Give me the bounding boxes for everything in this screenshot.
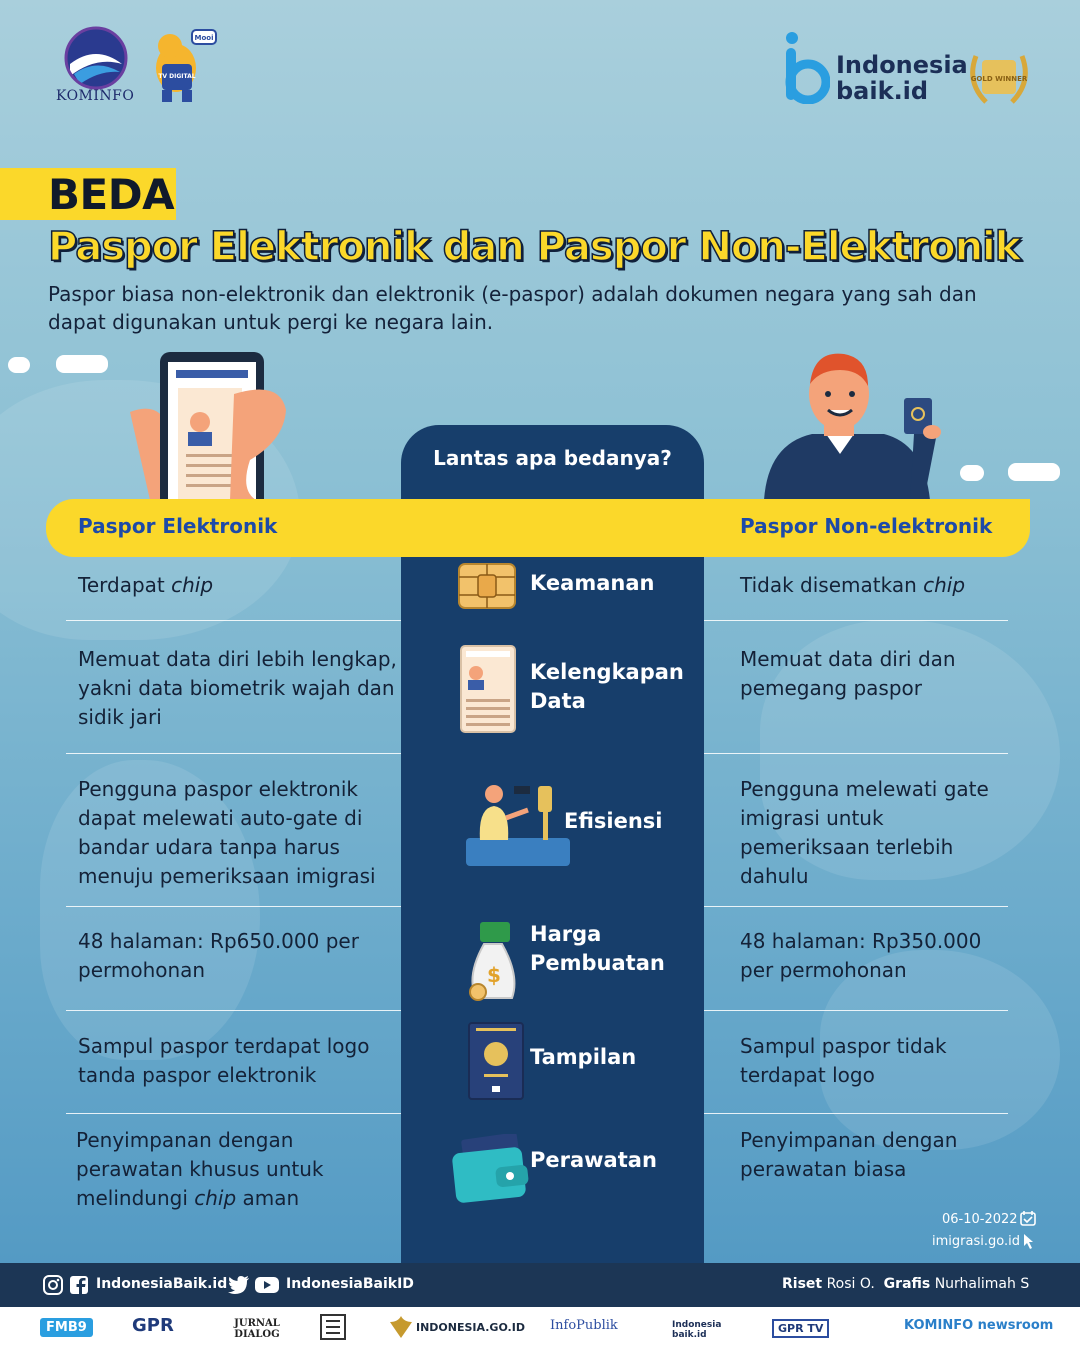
- row-divider: [66, 1010, 401, 1011]
- row-label: Kelengkapan Data: [530, 660, 684, 713]
- dash-decoration: [8, 357, 30, 373]
- row-divider: [66, 620, 401, 621]
- mascot-icon: [146, 24, 218, 106]
- row-label: Tampilan: [530, 1045, 637, 1069]
- money-bag-icon: [466, 920, 520, 1002]
- partner-logo-icon: [320, 1314, 346, 1340]
- kominfo-label: KOMINFO: [56, 88, 135, 104]
- dash-decoration: [1008, 463, 1060, 481]
- table-row-left: Sampul paspor terdapat logo tanda paspor elektronik: [78, 1034, 370, 1087]
- table-row-right: Pengguna melewati gate imigrasi untuk pemeriksaan terlebih dahulu: [740, 777, 989, 888]
- row-label: Efisiensi: [564, 809, 663, 833]
- dash-decoration: [56, 355, 108, 373]
- page-subtitle: Paspor biasa non-elektronik dan elektronik (e-paspor) adalah dokumen negara yang sah dan dapat digunakan untuk pergi ke negara lain.: [48, 282, 977, 334]
- facebook-icon[interactable]: [68, 1274, 90, 1296]
- award-label: GOLD WINNER: [970, 75, 1028, 83]
- partner-logo: JURNAL DIALOG: [234, 1318, 280, 1340]
- table-row-right: 48 halaman: Rp350.000 per permohonan: [740, 929, 982, 982]
- publish-date: 06-10-2022: [942, 1212, 1018, 1227]
- table-row-right: Memuat data diri dan pemegang paspor: [740, 647, 956, 700]
- youtube-icon[interactable]: [254, 1275, 280, 1295]
- partner-logo: INDONESIA.GO.ID: [416, 1321, 525, 1334]
- wallet-icon: [452, 1134, 532, 1204]
- table-row-right: Penyimpanan dengan perawatan biasa: [740, 1128, 958, 1181]
- header-band-mid: [401, 499, 704, 557]
- table-row-left: 48 halaman: Rp650.000 per permohonan: [78, 929, 359, 982]
- indonesia-baik-logo-icon: [782, 30, 830, 104]
- twitter-icon[interactable]: [228, 1275, 250, 1295]
- chip-icon: [458, 563, 516, 609]
- credits: Riset Rosi O. Grafis Nurhalimah S: [782, 1276, 1030, 1292]
- row-label: Perawatan: [530, 1148, 657, 1172]
- award-laurel-icon: [966, 46, 1032, 108]
- source-text: imigrasi.go.id: [932, 1234, 1020, 1249]
- phone-in-hand-icon: [130, 350, 290, 500]
- partner-logo: KOMINFO newsroom: [904, 1318, 1054, 1333]
- indonesia-baik-wordmark: [836, 52, 968, 104]
- partner-logo: InfoPublik: [550, 1318, 618, 1333]
- row-divider: [704, 620, 1008, 621]
- row-divider: [66, 753, 401, 754]
- table-row-left: Terdapat chip: [78, 573, 214, 597]
- table-row-right: Sampul paspor tidak terdapat logo: [740, 1034, 947, 1087]
- document-icon: [460, 645, 516, 733]
- row-divider: [704, 1113, 1008, 1114]
- brand-line-2: baik.id: [836, 77, 929, 105]
- pointer-icon: [1020, 1232, 1038, 1250]
- table-row-left: Pengguna paspor elektronik dapat melewati auto-gate di bandar udara tanpa harus menuju pemeriksaan imigrasi: [78, 777, 376, 888]
- row-divider: [704, 906, 1008, 907]
- partner-logo: GPR: [132, 1315, 174, 1336]
- man-with-passport-icon: [764, 348, 954, 500]
- brand-line-1: Indonesia: [836, 51, 968, 79]
- row-divider: [704, 753, 1008, 754]
- table-row-right: Tidak disematkan chip: [740, 573, 966, 597]
- passport-icon: [468, 1022, 524, 1100]
- title-beda: BEDA: [48, 170, 175, 219]
- facebook-handle[interactable]: IndonesiaBaik.id: [96, 1276, 228, 1292]
- autogate-icon: [466, 780, 570, 866]
- partner-logo: FMB9: [40, 1318, 93, 1337]
- table-row-left: Penyimpanan dengan perawatan khusus untuk melindungi chip aman: [76, 1128, 324, 1210]
- page-title: Paspor Elektronik dan Paspor Non-Elektronik: [48, 224, 1021, 270]
- calendar-icon: [1020, 1210, 1036, 1226]
- dash-decoration: [960, 465, 984, 481]
- row-divider: [66, 1113, 401, 1114]
- row-divider: [66, 906, 401, 907]
- partner-logo: Indonesia baik.id: [672, 1320, 722, 1340]
- mascot-badge: Mooi: [194, 34, 214, 42]
- twitter-youtube-handle[interactable]: IndonesiaBaikID: [286, 1276, 414, 1292]
- mascot-tv-label: TV DIGITAL: [158, 73, 196, 80]
- table-row-left: Memuat data diri lebih lengkap, yakni data biometrik wajah dan sidik jari: [78, 647, 397, 729]
- instagram-icon[interactable]: [42, 1274, 64, 1296]
- center-question: Lantas apa bedanya?: [433, 446, 672, 470]
- row-divider: [704, 1010, 1008, 1011]
- row-label: Keamanan: [530, 571, 655, 595]
- garuda-icon: [388, 1314, 414, 1340]
- svg-text:$: $: [487, 963, 501, 987]
- left-column-header: Paspor Elektronik: [78, 514, 278, 538]
- partner-logo: GPR TV: [772, 1319, 829, 1338]
- row-label: Harga Pembuatan: [530, 922, 665, 975]
- right-column-header: Paspor Non-elektronik: [740, 514, 993, 538]
